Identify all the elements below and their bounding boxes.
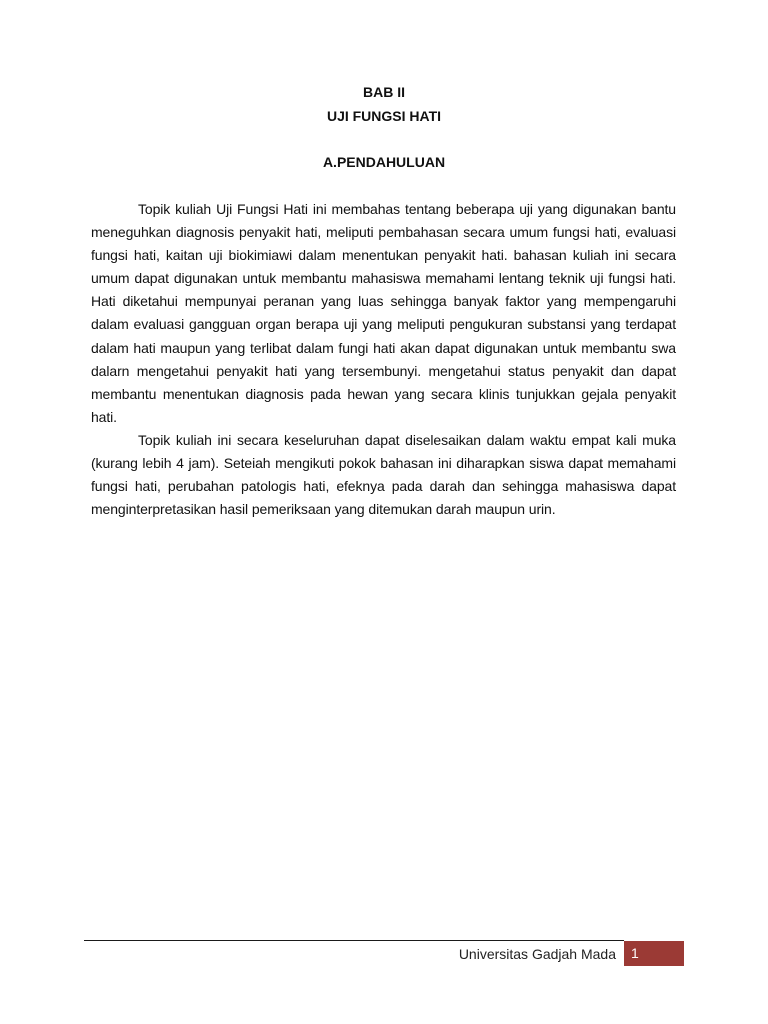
page-number-box (624, 941, 684, 966)
page-number: 1 (631, 945, 639, 961)
chapter-title: UJI FUNGSI HATI (326, 108, 442, 124)
paragraph-1: Topik kuliah Uji Fungsi Hati ini membahas tentang beberapa uji yang digunakan bantu meneguhkan diagnosis penyakit hati, meliputi pembahasan secara umum fungsi hati, evaluasi fungsi hati, kaitan uji biokimiawi dalam menentukan penyakit hati. bahasan kuliah ini secara umum dapat digunakan untuk membantu mahasiswa memahami lentang teknik uji fungsi hati. Hati diketahui mempunyai peranan yang luas sehingga banyak faktor yang mempengaruhi dalam evaluasi gangguan organ berapa uji yang meliputi pengukuran substansi yang terdapat dalam hati maupun yang terlibat dalam fungi hati akan dapat digunakan untuk membantu swa dalarn mengetahui penyakit hati yang tersembunyi. mengetahui status penyakit dan dapat membantu menentukan diagnosis pada hewan yang secara klinis tunjukkan gejala penyakit hati. (91, 201, 676, 425)
body-text (91, 198, 676, 521)
chapter-heading: BAB II (363, 84, 405, 100)
paragraph-2: Topik kuliah ini secara keseluruhan dapat diselesaikan dalam waktu empat kali muka (kurang lebih 4 jam). Seteiah mengikuti pokok bahasan ini diharapkan siswa dapat memahami fungsi hati, perubahan patologis hati, efeknya pada darah dan sehingga mahasiswa dapat menginterpretasikan hasil pemeriksaan yang ditemukan darah maupun urin. (91, 431, 676, 518)
footer-institution: Universitas Gadjah Mada (458, 946, 616, 962)
section-heading: A.PENDAHULUAN (322, 154, 446, 170)
footer-rule (84, 940, 624, 941)
